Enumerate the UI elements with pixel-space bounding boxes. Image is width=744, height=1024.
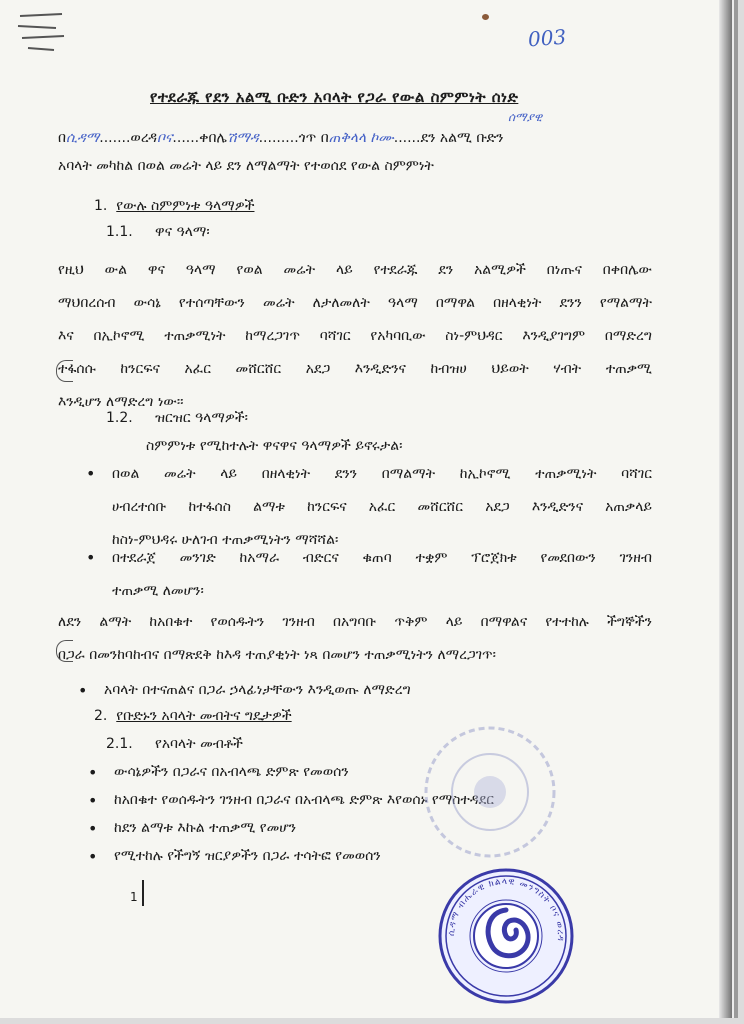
paragraph-loan-usage: ለደን ልማት ከአበቁተ የወሰዱትን ገንዘብ በአግባቡ ጥቅም ላይ በማዋልና የተተከሉ ችግኞችን በጋራ በመንከባከብና በማጽደቅ ከእዳ ተጠያቂነት ነጻ በመሆን ተጠቃሚነትን ለማረጋገጥ፡ xyxy=(58,614,652,663)
page-number-bar xyxy=(142,880,144,906)
svg-text:ሲዳማ ብሔራዊ ክልላዊ መንግስት ቦና ወረዳ: ሲዳማ ብሔራዊ ክልላዊ መንግስት ቦና ወረዳ xyxy=(446,876,566,943)
page-number: 1 xyxy=(130,890,138,904)
member-right-1: • ውሳኔዎችን በጋራና በአብላጫ ድምጽ የመወሰን xyxy=(114,764,349,780)
section-2-heading: 2. የቡድኑን አባላት መብትና ግዴታዎች xyxy=(94,708,292,724)
official-stamp-seal xyxy=(436,866,576,1006)
punch-hole-mark-2 xyxy=(56,640,73,662)
section-1-2-heading: 1.2. ዝርዝር ዓላማዎች፡ xyxy=(106,410,248,426)
section-1-heading: 1. የውሉ ስምምነቱ ዓላማዎች xyxy=(94,198,255,214)
bullet-objective-3: • አባላት በተናጠልና በጋራ ኃላፊነታቸውን እንዲወጡ ለማድረግ xyxy=(104,682,411,698)
handwritten-scribble xyxy=(14,6,74,56)
member-right-4: • የሚተከሉ የችግኝ ዝርያዎችን በጋራ ተሳትፎ የመወሰን xyxy=(114,848,381,864)
scan-edge-shadow xyxy=(719,0,732,1018)
document-title: የተደራጁ የደን አልሚ ቡድን አባላት የጋራ የውል ስምምነት ሰነድ xyxy=(150,88,519,106)
bullet-objective-1: • በወል መሬት ላይ በዘላቂነት ደንን በማልማት ከኢኮኖሚ ተጠቃሚነት ባሻገር ሀብረተሰቡ ከተፋሰስ ልማቱ ከንርፍና አፈር መሸርሸር አደጋ እንዲድንና አጠቃላይ ከስነ-ምህዳሩ ሁለገብ ተጠቃሚነትን ማሻሻል፡ xyxy=(112,458,652,557)
handwritten-kebele: ሽማዳ xyxy=(226,130,259,146)
member-right-2: • ከአበቁተ የወሰዱትን ገንዘብ በጋራና በአብላጫ ድምጽ እየወሰኑ የማስተዳደር xyxy=(114,792,494,808)
intro-line-2: አባላት መካከል በወል መሬት ላይ ደን ለማልማት የተወሰደ የውል ስምምነት xyxy=(58,158,434,174)
handwritten-group-name: ጠቅላላ ኮሙ xyxy=(328,130,394,146)
punch-hole-mark xyxy=(56,360,73,382)
bullet-objective-2: • በተደራጀ መንገድ ከአማራ ብድርና ቁጠባ ተቋም ፕሮጀክቱ የመደበውን ገንዘብ ተጠቃሚ ለመሆን፡ xyxy=(112,542,652,608)
handwritten-group-name-top: ሰማያዊ xyxy=(508,110,543,124)
ink-spot xyxy=(482,14,489,20)
handwritten-woreda: ቦና xyxy=(156,130,173,146)
handwritten-region: ሲዳማ xyxy=(66,130,100,146)
section-2-1-heading: 2.1. የአባላት መብቶች xyxy=(106,736,243,752)
faint-stamp-seal xyxy=(420,722,560,862)
document-number: 003 xyxy=(527,24,567,52)
specific-objectives-intro: ስምምነቱ የሚከተሉት ዋናዋና ዓላማዎች ይኖሩታል፡ xyxy=(146,438,403,454)
intro-line-1: በሲዳማ.......ወረዳቦና......ቀበሌሽማዳ.........ጎጥ በጠቅላላ ኮሙ......ደን አልሚ ቡድን xyxy=(58,130,504,146)
member-right-3: • ከደን ልማቱ እኩል ተጠቃሚ የመሆን xyxy=(114,820,296,836)
section-1-1-heading: 1.1. ዋና ዓላማ፡ xyxy=(106,224,210,240)
paragraph-main-objective: የዚህ ውል ዋና ዓላማ የወል መሬት ላይ የተደራጁ ደን አልሚዎች በነጡና በቀበሌው ማህበረሰብ ውሳኔ የተሰጣቸውን መሬት ለታለመለት ዓላማ በማዋል በዘላቂነት ደንን የማልማት እና በኢኮኖሚ ተጠቃሚነት ከማረጋገጥ ባሻገር የአካባቢው ስነ-ምህዳር እንዲያገግም በማድረግ ተፋሰሱ ከንርፍና አፈር መሸርሸር አደጋ እንዲድንና ከብዝሀ ህይወት ሃብት ተጠቃሚ እንዲሆን ለማድረግ ነው፡፡ xyxy=(58,262,652,410)
